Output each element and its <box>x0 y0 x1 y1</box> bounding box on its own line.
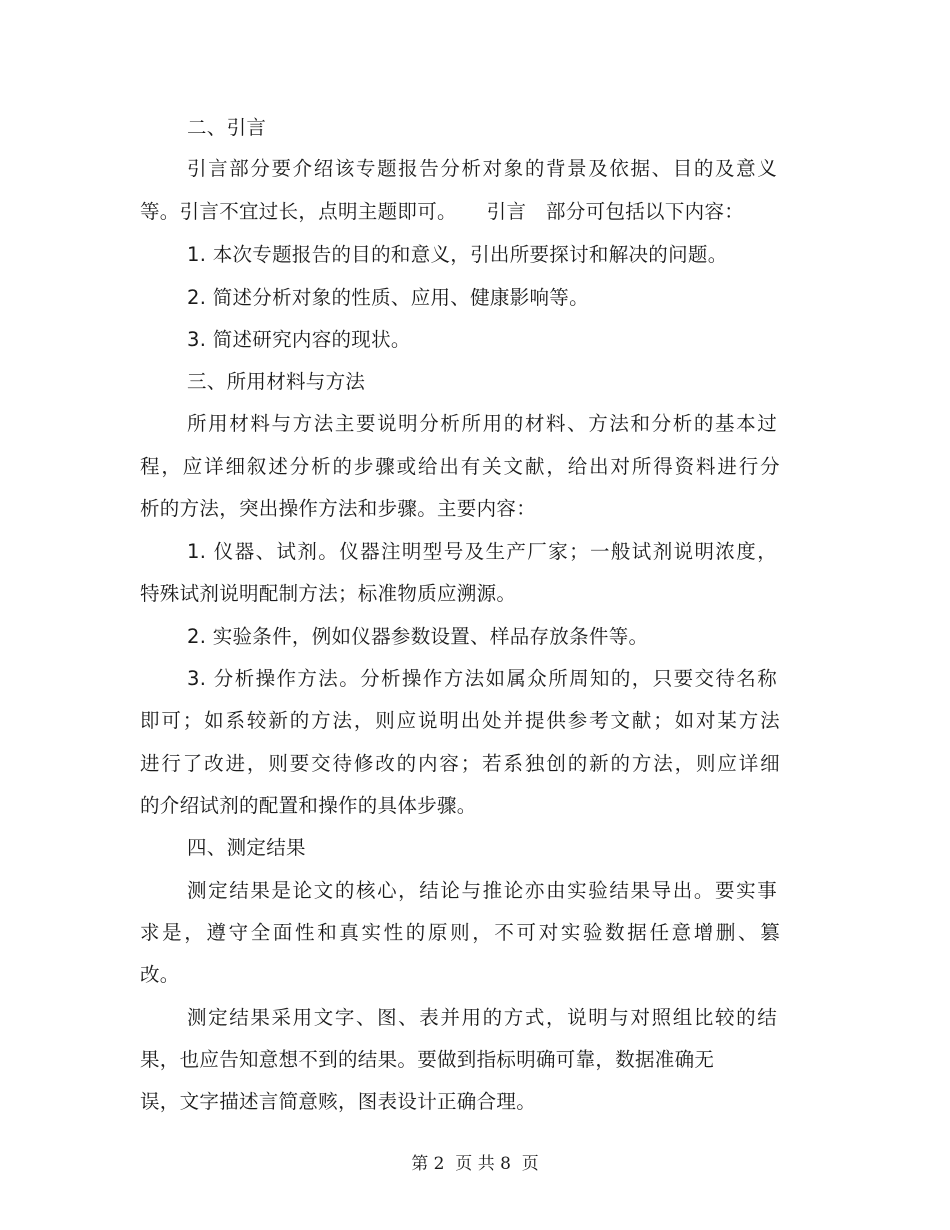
list-item: 1. 仪器、试剂。仪器注明型号及生产厂家；一般试剂说明浓度， <box>187 540 777 563</box>
paragraph-line: 的介绍试剂的配置和操作的具体步骤。 <box>140 794 477 817</box>
paragraph-line: 所用材料与方法主要说明分析所用的材料、方法和分析的基本过 <box>187 412 777 435</box>
paragraph-line: 进行了改进，则要交待修改的内容；若系独创的新的方法，则应详细 <box>140 752 780 775</box>
paragraph-line: 析的方法，突出操作方法和步骤。主要内容： <box>140 497 537 520</box>
paragraph-line: 引言部分要介绍该专题报告分析对象的背景及依据、目的及意义 <box>187 157 777 180</box>
list-item: 2. 简述分析对象的性质、应用、健康影响等。 <box>187 286 589 309</box>
list-item: 3. 分析操作方法。分析操作方法如属众所周知的，只要交待名称 <box>187 667 777 690</box>
paragraph-line: 测定结果是论文的核心，结论与推论亦由实验结果导出。要实事 <box>187 879 777 902</box>
list-item: 1. 本次专题报告的目的和意义，引出所要探讨和解决的问题。 <box>187 243 728 266</box>
paragraph-line: 求是，遵守全面性和真实性的原则，不可对实验数据任意增删、篡 <box>140 921 780 944</box>
list-item: 2. 实验条件，例如仪器参数设置、样品存放条件等。 <box>187 625 649 648</box>
page-number-footer: 第 2 页 共 8 页 <box>411 1154 539 1174</box>
paragraph-line: 即可；如系较新的方法，则应说明出处并提供参考文献；如对某方法 <box>140 709 780 732</box>
paragraph-line: 程，应详细叙述分析的步骤或给出有关文献，给出对所得资料进行分 <box>140 455 780 478</box>
list-item: 3. 简述研究内容的现状。 <box>187 328 411 351</box>
paragraph-line: 误，文字描述言简意赅，图表设计正确合理。 <box>140 1090 537 1113</box>
paragraph-line: 测定结果采用文字、图、表并用的方式，说明与对照组比较的结 <box>187 1006 777 1029</box>
section-heading-introduction: 二、引言 <box>187 116 267 139</box>
paragraph-line: 特殊试剂说明配制方法；标准物质应溯源。 <box>140 582 517 605</box>
paragraph-line: 改。 <box>140 963 180 986</box>
section-heading-materials-methods: 三、所用材料与方法 <box>187 370 366 393</box>
paragraph-line: 等。引言不宜过长，点明主题即可。 引言 部分可包括以下内容： <box>140 200 745 223</box>
paragraph-line: 果，也应告知意想不到的结果。要做到指标明确可靠，数据准确无 <box>140 1048 715 1071</box>
section-heading-results: 四、测定结果 <box>187 836 306 859</box>
